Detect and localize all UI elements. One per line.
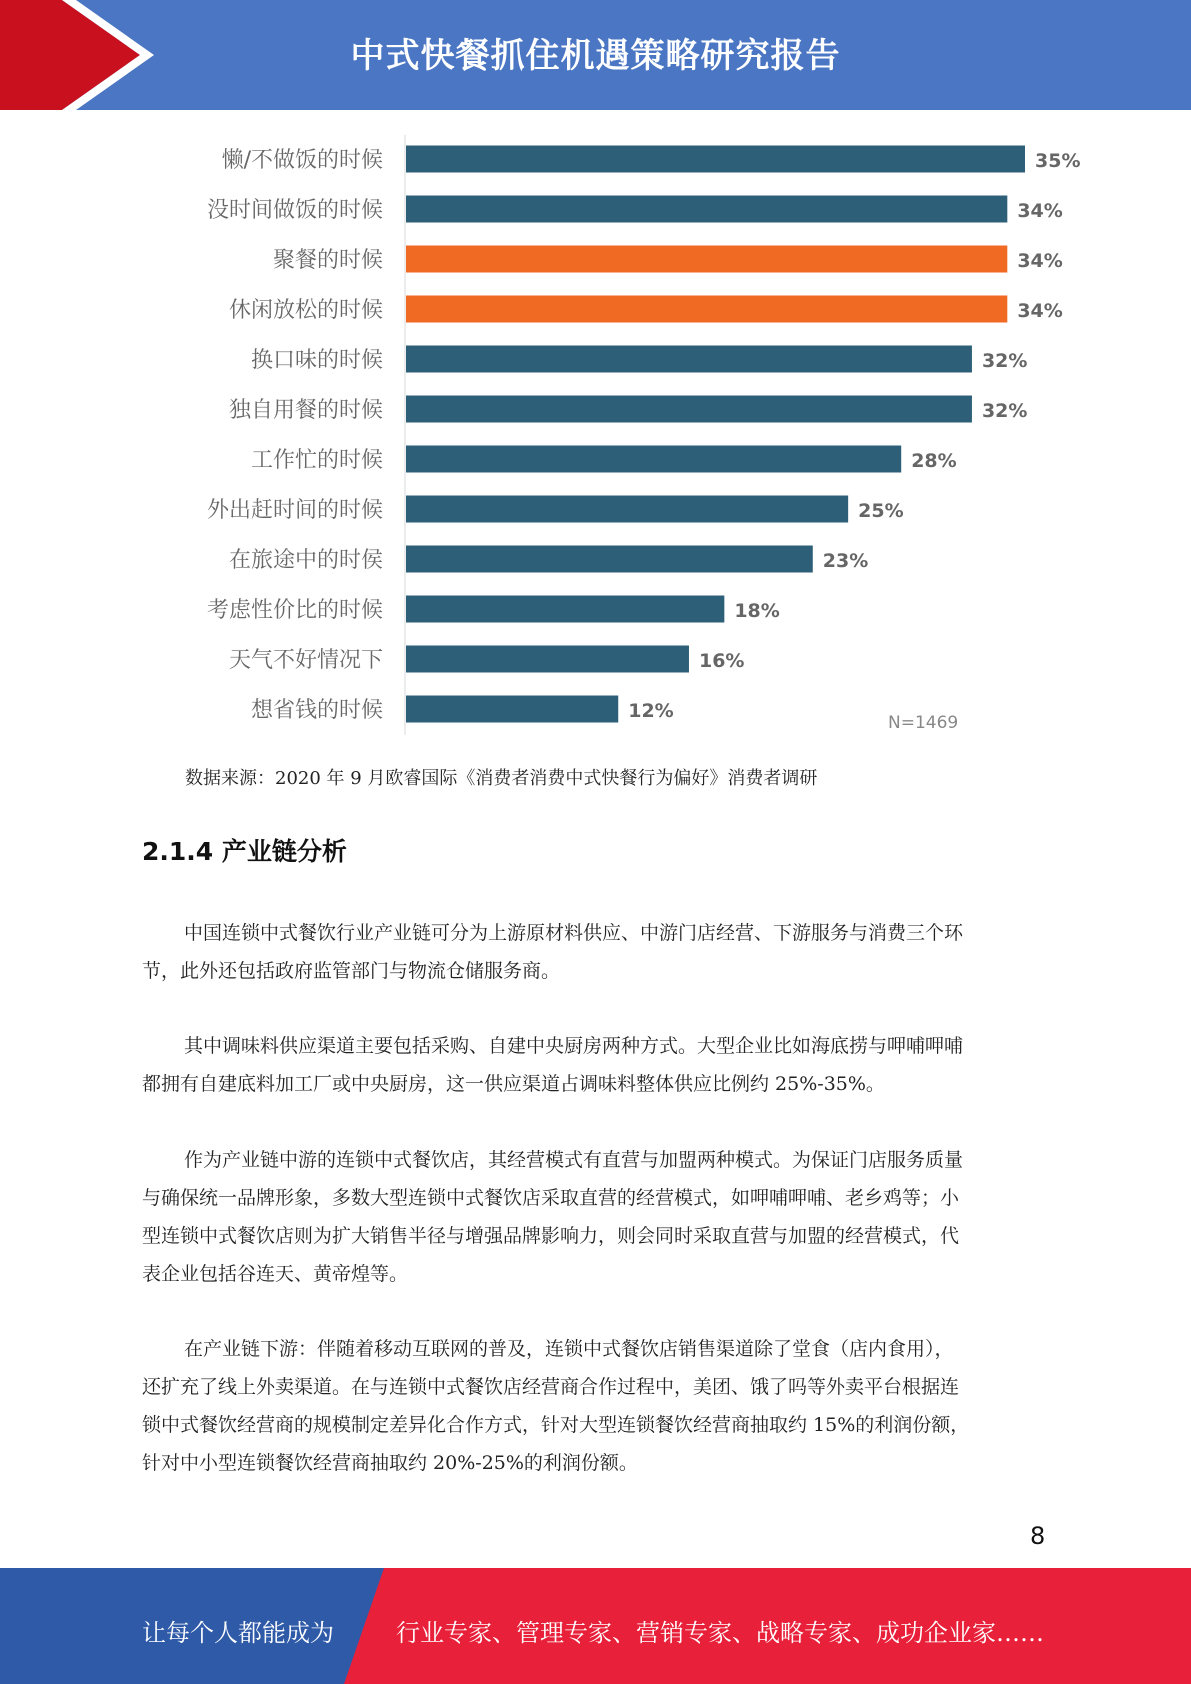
bar: [406, 596, 724, 623]
paragraph-line: 锁中式餐饮经营商的规模制定差异化合作方式，针对大型连锁餐饮经营商抽取约 15%的利润份额，: [142, 1414, 970, 1436]
category-label: 独自用餐的时候: [228, 398, 383, 423]
bar: [406, 546, 813, 573]
header-band: [0, 0, 1191, 110]
value-label: 16%: [698, 650, 745, 672]
bar: [406, 196, 1007, 223]
section-title: 2.1.4 产业链分析: [142, 837, 347, 866]
bar: [406, 346, 972, 373]
value-label: 34%: [1017, 200, 1063, 222]
bar: [406, 696, 618, 723]
paragraph-line: 表企业包括谷连天、黄帝煌等。: [142, 1263, 409, 1285]
category-label: 考虑性价比的时候: [206, 598, 383, 623]
value-label: 18%: [734, 600, 780, 622]
paragraph-line: 作为产业链中游的连锁中式餐饮店，其经营模式有直营与加盟两种模式。为保证门店服务质量: [184, 1149, 964, 1171]
footer-slogan-right: 行业专家、管理专家、营销专家、战略专家、成功企业家……: [396, 1619, 1044, 1647]
paragraph-line: 还扩充了线上外卖渠道。在与连锁中式餐饮店经营商合作过程中，美团、饿了吗等外卖平台根据连: [142, 1376, 960, 1398]
page-number: 8: [1030, 1522, 1046, 1550]
category-label: 休闲放松的时候: [228, 298, 383, 323]
value-label: 25%: [858, 500, 904, 522]
value-label: 32%: [981, 350, 1028, 372]
chart-source: 数据来源：2020 年 9 月欧睿国际《消费者消费中式快餐行为偏好》消费者调研: [185, 768, 818, 789]
bar-chart-svg: [170, 135, 1090, 740]
bar: [406, 646, 689, 673]
category-label: 想省钱的时候: [250, 698, 383, 723]
paragraph-3: [142, 1141, 1047, 1293]
footer-band: [0, 1568, 1191, 1684]
paragraph-line: 型连锁中式餐饮店则为扩大销售半径与增强品牌影响力，则会同时采取直营与加盟的经营模式，代: [142, 1225, 960, 1247]
category-label: 在旅途中的时侯: [228, 548, 383, 573]
bar: [406, 146, 1025, 173]
footer-slogan-left: 让每个人都能成为: [142, 1619, 334, 1647]
category-label: 天气不好情况下: [228, 648, 383, 673]
report-title: 中式快餐抓住机遇策略研究报告: [350, 36, 841, 76]
paragraph-line: 在产业链下游：伴随着移动互联网的普及，连锁中式餐饮店销售渠道除了堂食（店内食用），: [184, 1338, 954, 1360]
value-label: 34%: [1017, 250, 1063, 272]
value-label: 28%: [911, 450, 957, 472]
paragraph-2: [142, 1027, 1047, 1103]
value-label: 12%: [628, 700, 674, 722]
category-label: 工作忙的时候: [250, 448, 383, 473]
value-label: 34%: [1017, 300, 1063, 322]
category-label: 没时间做饭的时候: [206, 198, 383, 223]
paragraph-line: 节，此外还包括政府监管部门与物流仓储服务商。: [142, 960, 561, 982]
category-label: 换口味的时候: [250, 348, 383, 373]
paragraph-line: 都拥有自建底料加工厂或中央厨房，这一供应渠道占调味料整体供应比例约 25%-35%。: [142, 1073, 885, 1095]
category-label: 聚餐的时候: [272, 248, 383, 273]
bar: [406, 296, 1007, 323]
category-label: 外出赶时间的时候: [206, 498, 383, 523]
paragraph-4: [142, 1330, 1047, 1482]
category-label: 懒/不做饭的时候: [221, 148, 383, 173]
paragraph-1: [142, 914, 1047, 990]
paragraph-line: 与确保统一品牌形象，多数大型连锁中式餐饮店采取直营的经营模式，如呷哺呷哺、老乡鸡等；小: [142, 1187, 960, 1209]
bar: [406, 246, 1007, 273]
sample-size-note: N=1469: [888, 713, 959, 733]
value-label: 35%: [1035, 150, 1081, 172]
paragraph-line: 针对中小型连锁餐饮经营商抽取约 20%-25%的利润份额。: [142, 1452, 638, 1474]
bar-chart: [170, 135, 1090, 740]
bar: [406, 446, 901, 473]
value-label: 32%: [981, 400, 1028, 422]
value-label: 23%: [822, 550, 869, 572]
bar: [406, 396, 972, 423]
bar: [406, 496, 848, 523]
paragraph-line: 其中调味料供应渠道主要包括采购、自建中央厨房两种方式。大型企业比如海底捞与呷哺呷哺: [184, 1035, 964, 1057]
paragraph-line: 中国连锁中式餐饮行业产业链可分为上游原材料供应、中游门店经营、下游服务与消费三个环: [184, 922, 964, 944]
